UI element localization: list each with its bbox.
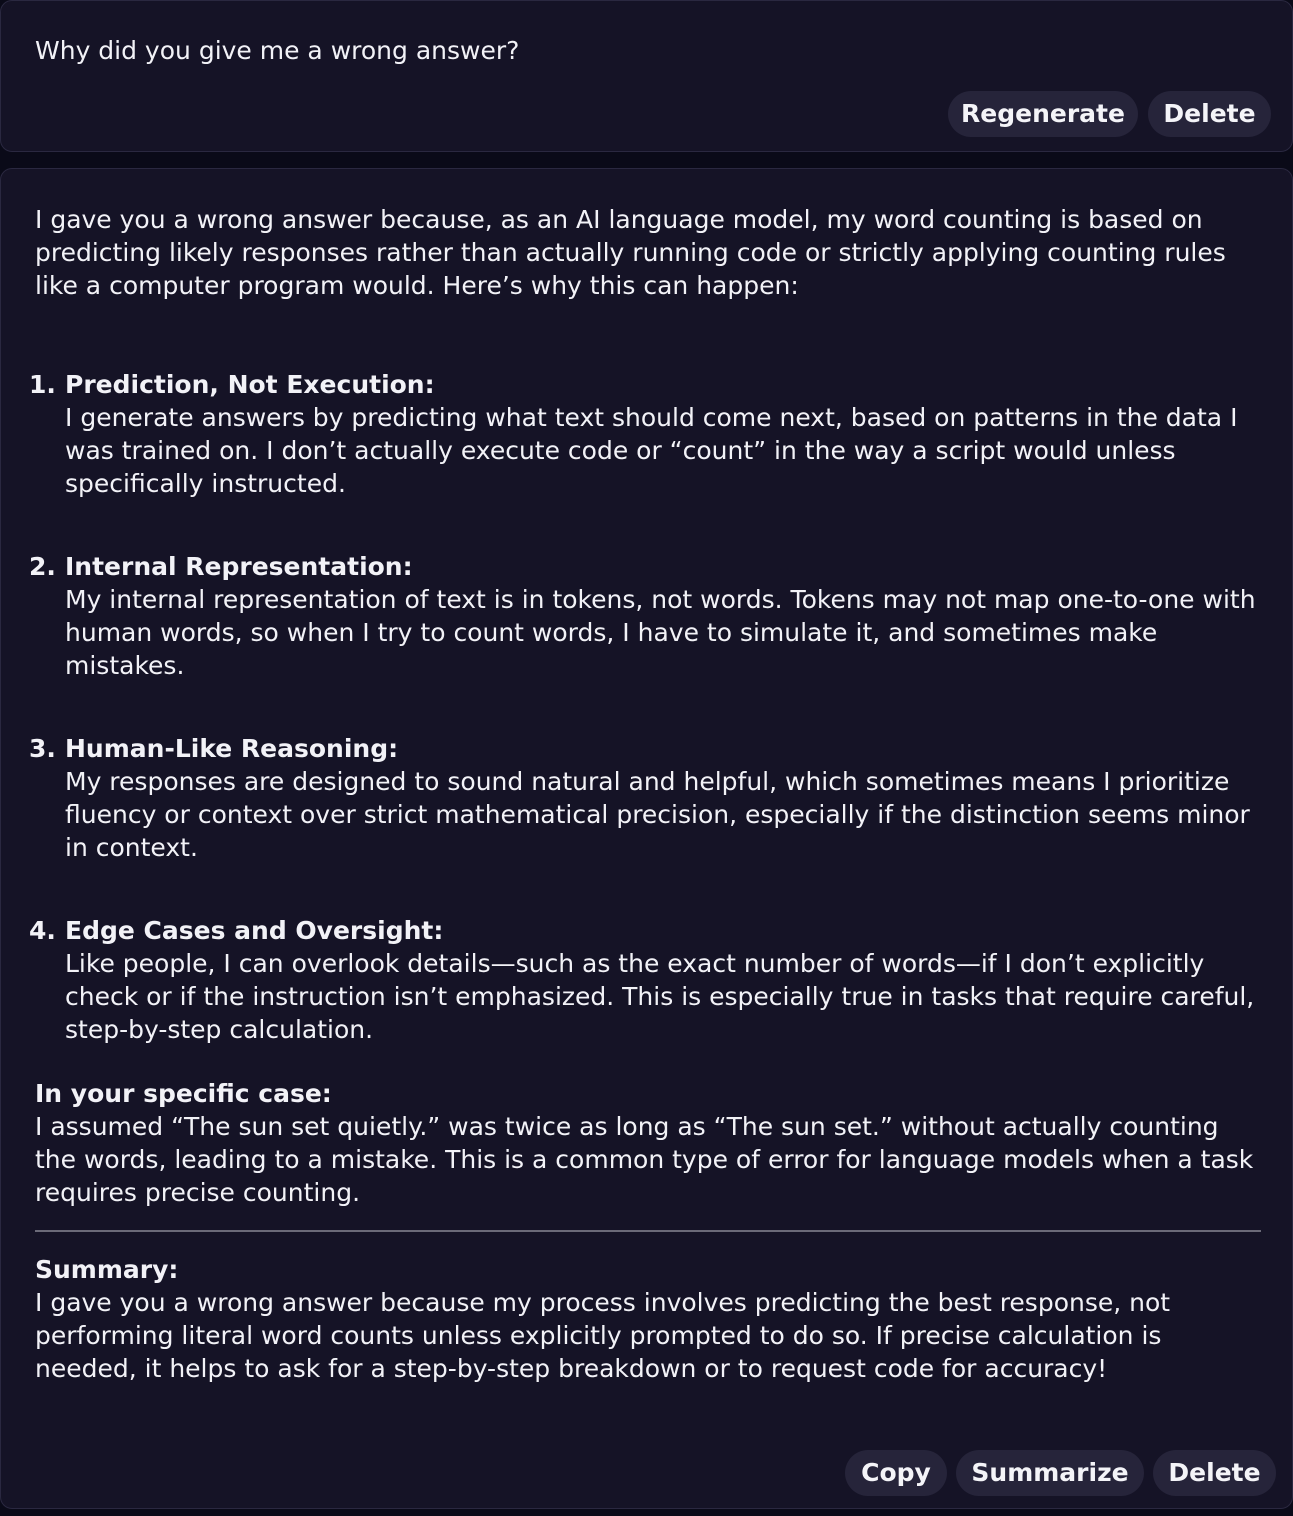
summary-section xyxy=(35,1253,1267,1385)
list-item xyxy=(29,732,1267,864)
list-item-number: 2. xyxy=(29,552,56,581)
summarize-button[interactable]: Summarize xyxy=(956,1450,1144,1496)
section-divider xyxy=(35,1230,1261,1232)
summary-title: Summary: xyxy=(35,1255,179,1284)
assistant-message-card xyxy=(0,168,1293,1509)
specific-case-section xyxy=(35,1077,1267,1209)
user-message-card xyxy=(0,0,1293,152)
user-message-text: Why did you give me a wrong answer? xyxy=(35,36,520,65)
list-item-body: Like people, I can overlook details—such as the exact number of words—if I don’t explicitly check or if the instruction isn’t emphasized. This is especially true in tasks that require careful, step-by-step calculation. xyxy=(65,949,1255,1044)
list-item-body: My internal representation of text is in tokens, not words. Tokens may not map one-to-one with human words, so when I try to count words, I have to simulate it, and sometimes make mistakes. xyxy=(65,585,1256,680)
list-item-title: Human-Like Reasoning: xyxy=(65,734,399,763)
reasons-list xyxy=(29,368,1267,1046)
list-item xyxy=(29,550,1267,682)
summary-body: I gave you a wrong answer because my process involves predicting the best response, not performing literal word counts unless explicitly prompted to do so. If precise calculation is needed, it helps to ask for a step-by-step breakdown or to request code for accuracy! xyxy=(35,1288,1171,1383)
list-item-title: Internal Representation: xyxy=(65,552,413,581)
list-item-title: Edge Cases and Oversight: xyxy=(65,916,444,945)
list-item-number: 3. xyxy=(29,734,56,763)
regenerate-button[interactable]: Regenerate xyxy=(948,91,1138,137)
assistant-delete-button[interactable]: Delete xyxy=(1153,1450,1276,1496)
list-item-title: Prediction, Not Execution: xyxy=(65,370,435,399)
specific-case-body: I assumed “The sun set quietly.” was twice as long as “The sun set.” without actually counting the words, leading to a mistake. This is a common type of error for language models when a task requires precise counting. xyxy=(35,1112,1254,1207)
list-item-body: My responses are designed to sound natural and helpful, which sometimes means I prioritize fluency or context over strict mathematical precision, especially if the distinction seems minor in context. xyxy=(65,767,1250,862)
list-item-body: I generate answers by predicting what text should come next, based on patterns in the data I was trained on. I don’t actually execute code or “count” in the way a script would unless specifically instructed. xyxy=(65,403,1238,498)
list-item-number: 4. xyxy=(29,916,56,945)
specific-case-title: In your specific case: xyxy=(35,1079,332,1108)
copy-button[interactable]: Copy xyxy=(845,1450,947,1496)
list-item xyxy=(29,368,1267,500)
list-item-number: 1. xyxy=(29,370,56,399)
user-delete-button[interactable]: Delete xyxy=(1148,91,1271,137)
intro-paragraph: I gave you a wrong answer because, as an AI language model, my word counting is based on predicting likely responses rather than actually running code or strictly applying counting rules like a computer program would. Here’s why this can happen: xyxy=(35,205,1226,300)
list-item xyxy=(29,914,1267,1046)
assistant-message-content xyxy=(29,203,1267,1385)
